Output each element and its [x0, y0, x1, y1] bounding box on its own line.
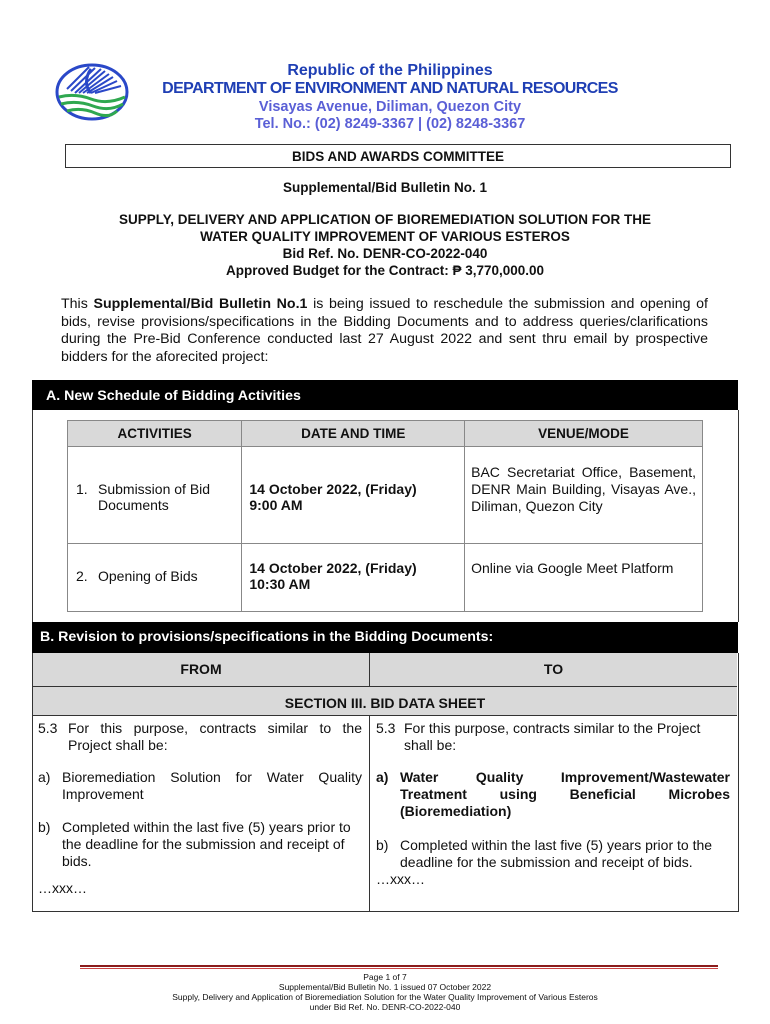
- address-line: Visayas Avenue, Diliman, Quezon City: [258, 99, 522, 115]
- from-ellipsis: …xxx…: [38, 880, 87, 896]
- to-ellipsis: …xxx…: [376, 871, 425, 887]
- col-header-activities: ACTIVITIES: [68, 421, 242, 447]
- bid-data-sheet-subheader: SECTION III. BID DATA SHEET: [33, 687, 737, 716]
- footer-rule-thin: [80, 968, 718, 969]
- to-column-header: TO: [370, 653, 737, 687]
- activity-cell: 1. Submission of Bid Documents: [76, 481, 211, 513]
- table-row: [68, 544, 703, 612]
- footer-rule: [80, 965, 718, 967]
- date-cell: 14 October 2022, (Friday) 9:00 AM: [249, 481, 417, 513]
- column-divider: [369, 715, 370, 911]
- activity-cell: 2. Opening of Bids: [76, 568, 198, 584]
- from-item-b: b) Completed within the last five (5) years prior to the deadline for the submission and receipt of bids.: [38, 819, 351, 869]
- to-content: [376, 720, 730, 888]
- venue-cell: BAC Secretariat Office, Basement, DENR Main Building, Visayas Ave., Diliman, Quezon City: [471, 464, 696, 514]
- col-header-venue: VENUE/MODE: [465, 421, 703, 447]
- table-row: [68, 447, 703, 544]
- republic-heading: Republic of the Philippines: [287, 62, 493, 79]
- date-cell: 14 October 2022, (Friday) 10:30 AM: [249, 560, 417, 592]
- telephone-line: Tel. No.: (02) 8249-3367 | (02) 8248-3367: [254, 116, 526, 132]
- bid-reference: Bid Ref. No. DENR-CO-2022-040: [282, 246, 488, 261]
- from-item-a: a) Bioremediation Solution for Water Quality Improvement: [38, 769, 362, 802]
- to-item-b: b) Completed within the last five (5) years prior to the deadline for the submission and receipt of bids.: [376, 837, 713, 870]
- from-clause: 5.3 For this purpose, contracts similar to the Project shall be:: [38, 720, 362, 753]
- bac-title-box: BIDS AND AWARDS COMMITTEE: [65, 144, 731, 168]
- intro-paragraph: This Supplemental/Bid Bulletin No.1 is being issued to reschedule the submission and opening of bids, revise provisions/specifications in the Bidding Documents and to address queries/clarifications during the Pre-Bid Conference conducted last 27 August 2022 and sent thru email by prospective bidders for the aforecited project:: [61, 296, 709, 365]
- to-clause: 5.3 For this purpose, contracts similar to the Project shall be:: [376, 720, 701, 753]
- bulletin-number: Supplemental/Bid Bulletin No. 1: [282, 180, 488, 195]
- department-heading: DEPARTMENT OF ENVIRONMENT AND NATURAL RESOURCES: [162, 80, 618, 97]
- schedule-table: [67, 420, 703, 612]
- from-content: [38, 720, 362, 897]
- section-b-title: B. Revision to provisions/specifications in the Bidding Documents:: [32, 622, 738, 653]
- section-a-title: A. New Schedule of Bidding Activities: [32, 380, 738, 410]
- page-number: Page 1 of 7: [363, 972, 407, 982]
- col-header-date-time: DATE AND TIME: [242, 421, 465, 447]
- footer-reference: under Bid Ref. No. DENR-CO-2022-040: [309, 1002, 461, 1012]
- footer-project: Supply, Delivery and Application of Bioremediation Solution for the Water Quality Improvement of Various Esteros: [172, 992, 598, 1002]
- bulletin-reference-bold: Supplemental/Bid Bulletin No.1: [93, 296, 308, 312]
- approved-budget: Approved Budget for the Contract: ₱ 3,770,000.00: [225, 263, 545, 278]
- project-title-line-1: SUPPLY, DELIVERY AND APPLICATION OF BIOREMEDIATION SOLUTION FOR THE: [118, 212, 652, 227]
- project-title-line-2: WATER QUALITY IMPROVEMENT OF VARIOUS ESTEROS: [200, 229, 570, 244]
- from-column-header: FROM: [33, 653, 370, 687]
- schedule-header-row: [68, 421, 703, 447]
- venue-cell: Online via Google Meet Platform: [471, 560, 674, 576]
- footer-issued: Supplemental/Bid Bulletin No. 1 issued 07 October 2022: [278, 982, 492, 992]
- to-item-a: a) Water Quality Improvement/Wastewater Treatment using Beneficial Microbes (Bioremediation): [376, 769, 730, 819]
